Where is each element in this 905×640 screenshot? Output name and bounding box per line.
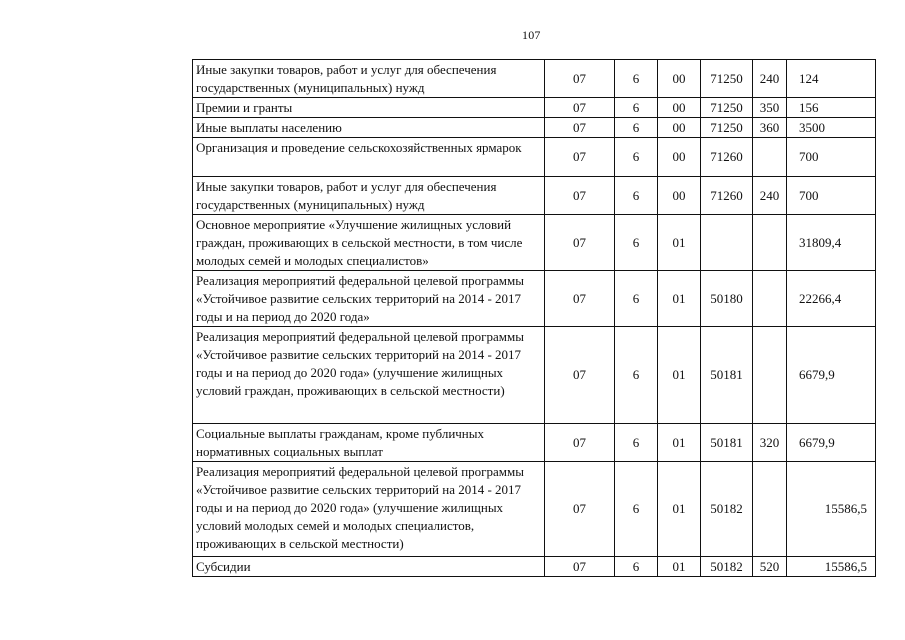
row-expense-type: 240: [753, 177, 787, 215]
row-expense-type: 240: [753, 60, 787, 98]
table-row: [193, 424, 876, 462]
row-program: 01: [658, 327, 701, 424]
row-name: Реализация мероприятий федеральной целевой программы «Устойчивое развитие сельских территорий на 2014 - 2017 годы и на период до 2020 года» (улучшение жилищных условий молодых семей и молодых специалистов, проживающих в сельской местности): [193, 462, 545, 557]
row-section: 07: [545, 118, 615, 138]
row-subsection: 6: [615, 60, 658, 98]
row-section: 07: [545, 271, 615, 327]
row-subsection: 6: [615, 177, 658, 215]
row-code: 71260: [701, 177, 753, 215]
row-name: Иные закупки товаров, работ и услуг для обеспечения государственных (муниципальных) нужд: [193, 177, 545, 215]
row-subsection: 6: [615, 557, 658, 577]
table-row: [193, 215, 876, 271]
row-expense-type: 360: [753, 118, 787, 138]
row-program: 01: [658, 215, 701, 271]
row-code: [701, 215, 753, 271]
row-subsection: 6: [615, 215, 658, 271]
row-program: 01: [658, 424, 701, 462]
row-section: 07: [545, 557, 615, 577]
row-program: 00: [658, 60, 701, 98]
row-section: 07: [545, 138, 615, 177]
row-code: 71250: [701, 118, 753, 138]
row-program: 00: [658, 177, 701, 215]
row-section: 07: [545, 177, 615, 215]
row-amount: 15586,5: [787, 557, 876, 577]
table-row: [193, 60, 876, 98]
table-row: [193, 118, 876, 138]
budget-table: [192, 59, 876, 577]
row-code: 71260: [701, 138, 753, 177]
row-section: 07: [545, 462, 615, 557]
table-row: [193, 271, 876, 327]
row-name: Организация и проведение сельскохозяйственных ярмарок: [193, 138, 545, 177]
row-expense-type: [753, 271, 787, 327]
table-row: [193, 98, 876, 118]
row-name: Социальные выплаты гражданам, кроме публичных нормативных социальных выплат: [193, 424, 545, 462]
row-name: Премии и гранты: [193, 98, 545, 118]
row-subsection: 6: [615, 271, 658, 327]
row-expense-type: 320: [753, 424, 787, 462]
row-section: 07: [545, 424, 615, 462]
row-code: 50180: [701, 271, 753, 327]
row-amount: 6679,9: [787, 424, 876, 462]
row-subsection: 6: [615, 98, 658, 118]
row-amount: 22266,4: [787, 271, 876, 327]
row-program: 01: [658, 557, 701, 577]
row-name: Реализация мероприятий федеральной целевой программы «Устойчивое развитие сельских территорий на 2014 - 2017 годы и на период до 2020 года»: [193, 271, 545, 327]
row-expense-type: [753, 327, 787, 424]
row-name: Иные закупки товаров, работ и услуг для обеспечения государственных (муниципальных) нужд: [193, 60, 545, 98]
row-subsection: 6: [615, 138, 658, 177]
row-expense-type: [753, 138, 787, 177]
table-row: [193, 138, 876, 177]
table-row: [193, 557, 876, 577]
row-subsection: 6: [615, 327, 658, 424]
row-amount: 156: [787, 98, 876, 118]
row-program: 01: [658, 462, 701, 557]
row-amount: 31809,4: [787, 215, 876, 271]
table-row: [193, 462, 876, 557]
row-amount: 15586,5: [787, 462, 876, 557]
row-expense-type: [753, 462, 787, 557]
row-subsection: 6: [615, 424, 658, 462]
row-code: 71250: [701, 98, 753, 118]
row-subsection: 6: [615, 118, 658, 138]
row-amount: 700: [787, 177, 876, 215]
row-code: 50182: [701, 557, 753, 577]
row-section: 07: [545, 327, 615, 424]
row-amount: 700: [787, 138, 876, 177]
row-name: Иные выплаты населению: [193, 118, 545, 138]
row-program: 01: [658, 271, 701, 327]
row-name: Реализация мероприятий федеральной целевой программы «Устойчивое развитие сельских территорий на 2014 - 2017 годы и на период до 2020 года» (улучшение жилищных условий граждан, проживающих в сельской местности): [193, 327, 545, 424]
table-row: [193, 177, 876, 215]
row-subsection: 6: [615, 462, 658, 557]
row-expense-type: [753, 215, 787, 271]
row-program: 00: [658, 98, 701, 118]
row-expense-type: 520: [753, 557, 787, 577]
row-amount: 124: [787, 60, 876, 98]
row-section: 07: [545, 98, 615, 118]
row-name: Субсидии: [193, 557, 545, 577]
row-name: Основное мероприятие «Улучшение жилищных условий граждан, проживающих в сельской местности, в том числе молодых семей и молодых специалистов»: [193, 215, 545, 271]
row-expense-type: 350: [753, 98, 787, 118]
page-number: 107: [522, 28, 541, 42]
row-code: 71250: [701, 60, 753, 98]
row-program: 00: [658, 118, 701, 138]
row-section: 07: [545, 215, 615, 271]
row-code: 50182: [701, 462, 753, 557]
row-program: 00: [658, 138, 701, 177]
row-amount: 3500: [787, 118, 876, 138]
row-section: 07: [545, 60, 615, 98]
table-row: [193, 327, 876, 424]
row-amount: 6679,9: [787, 327, 876, 424]
row-code: 50181: [701, 327, 753, 424]
row-code: 50181: [701, 424, 753, 462]
